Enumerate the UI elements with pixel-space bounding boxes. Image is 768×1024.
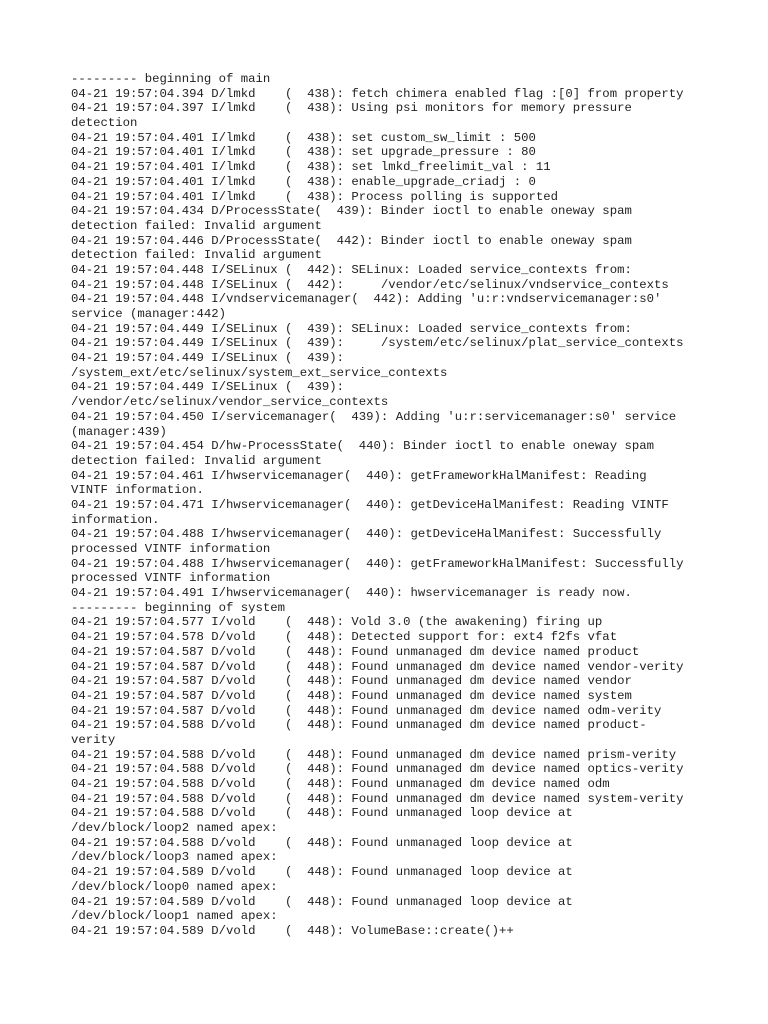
log-line: 04-21 19:57:04.401 I/lmkd ( 438): set custom_sw_limit : 500 [71,130,536,145]
log-line: 04-21 19:57:04.454 D/hw-ProcessState( 440): Binder ioctl to enable oneway spam [71,439,654,454]
log-line: 04-21 19:57:04.588 D/vold ( 448): Found unmanaged loop device at [71,835,573,850]
log-line: information. [71,512,160,527]
log-line: /vendor/etc/selinux/vendor_service_contexts [71,395,389,410]
log-line: 04-21 19:57:04.401 I/lmkd ( 438): set upgrade_pressure : 80 [71,145,536,160]
log-line: 04-21 19:57:04.448 I/vndservicemanager( 442): Adding 'u:r:vndservicemanager:s0' [71,292,662,307]
log-line: 04-21 19:57:04.397 I/lmkd ( 438): Using psi monitors for memory pressure [71,101,632,116]
log-line: (manager:439) [71,424,167,439]
log-line: service (manager:442) [71,307,226,321]
log-line: 04-21 19:57:04.588 D/vold ( 448): Found unmanaged dm device named prism-verity [71,747,677,762]
log-line: 04-21 19:57:04.448 I/SELinux ( 442): /vendor/etc/selinux/vndservice_contexts [71,277,669,292]
log-line: 04-21 19:57:04.587 D/vold ( 448): Found unmanaged dm device named product [71,644,640,659]
log-line: detection [71,116,138,131]
log-line: VINTF information. [71,483,204,498]
log-line: 04-21 19:57:04.587 D/vold ( 448): Found unmanaged dm device named system [71,688,632,703]
log-line: /dev/block/loop3 named apex: [71,850,278,865]
log-line: 04-21 19:57:04.446 D/ProcessState( 442): Binder ioctl to enable oneway spam [71,233,632,248]
log-line: verity [71,732,116,747]
log-line: 04-21 19:57:04.588 D/vold ( 448): Found unmanaged dm device named odm [71,777,610,791]
log-line: --------- beginning of system [71,600,286,615]
log-line: detection failed: Invalid argument [71,248,322,263]
log-line: /system_ext/etc/selinux/system_ext_service_contexts [71,365,448,380]
log-line: 04-21 19:57:04.588 D/vold ( 448): Found unmanaged dm device named optics-verity [71,762,684,777]
log-line: 04-21 19:57:04.587 D/vold ( 448): Found unmanaged dm device named vendor-verity [71,659,684,674]
log-line: 04-21 19:57:04.588 D/vold ( 448): Found unmanaged dm device named system-verity [71,791,684,806]
log-line: /dev/block/loop2 named apex: [71,821,278,836]
log-line: detection failed: Invalid argument [71,453,322,468]
log-line: 04-21 19:57:04.578 D/vold ( 448): Detected support for: ext4 f2fs vfat [71,630,618,645]
log-line: 04-21 19:57:04.401 I/lmkd ( 438): enable_upgrade_criadj : 0 [71,174,536,189]
log-line: 04-21 19:57:04.488 I/hwservicemanager( 440): getDeviceHalManifest: Successfully [71,527,662,542]
log-line: /dev/block/loop1 named apex: [71,909,278,924]
log-line: 04-21 19:57:04.448 I/SELinux ( 442): SELinux: Loaded service_contexts from: [71,262,632,277]
log-line: /dev/block/loop0 named apex: [71,879,278,894]
log-line: processed VINTF information [71,542,271,556]
log-line: 04-21 19:57:04.588 D/vold ( 448): Found unmanaged dm device named product- [71,718,647,733]
log-line: 04-21 19:57:04.401 I/lmkd ( 438): set lmkd_freelimit_val : 11 [71,160,551,175]
log-line: 04-21 19:57:04.461 I/hwservicemanager( 440): getFrameworkHalManifest: Reading [71,468,647,483]
log-line: 04-21 19:57:04.587 D/vold ( 448): Found unmanaged dm device named odm-verity [71,703,662,718]
log-line: 04-21 19:57:04.449 I/SELinux ( 439): /system/etc/selinux/plat_service_contexts [71,336,684,351]
log-line: --------- beginning of main [71,72,271,86]
log-line: 04-21 19:57:04.589 D/vold ( 448): Found unmanaged loop device at [71,865,573,880]
log-line: 04-21 19:57:04.449 I/SELinux ( 439): [71,380,345,395]
log-line: 04-21 19:57:04.488 I/hwservicemanager( 440): getFrameworkHalManifest: Successfully [71,556,684,571]
log-line: 04-21 19:57:04.577 I/vold ( 448): Vold 3.0 (the awakening) firing up [71,615,603,630]
log-output [71,72,711,939]
log-line: 04-21 19:57:04.450 I/servicemanager( 439): Adding 'u:r:servicemanager:s0' service [71,409,677,424]
log-line: 04-21 19:57:04.587 D/vold ( 448): Found unmanaged dm device named vendor [71,674,632,689]
log-line: 04-21 19:57:04.434 D/ProcessState( 439): Binder ioctl to enable oneway spam [71,204,632,219]
log-line: 04-21 19:57:04.491 I/hwservicemanager( 440): hwservicemanager is ready now. [71,586,632,601]
log-line: 04-21 19:57:04.588 D/vold ( 448): Found unmanaged loop device at [71,806,573,821]
log-line: 04-21 19:57:04.589 D/vold ( 448): VolumeBase::create()++ [71,923,514,938]
log-line: detection failed: Invalid argument [71,218,322,233]
log-line: 04-21 19:57:04.449 I/SELinux ( 439): SELinux: Loaded service_contexts from: [71,321,632,336]
log-line: 04-21 19:57:04.589 D/vold ( 448): Found unmanaged loop device at [71,894,573,909]
log-line: 04-21 19:57:04.449 I/SELinux ( 439): [71,351,345,366]
log-line: 04-21 19:57:04.471 I/hwservicemanager( 440): getDeviceHalManifest: Reading VINTF [71,497,669,512]
log-line: processed VINTF information [71,571,271,586]
log-line: 04-21 19:57:04.394 D/lmkd ( 438): fetch chimera enabled flag :[0] from property [71,86,684,101]
log-line: 04-21 19:57:04.401 I/lmkd ( 438): Process polling is supported [71,189,559,204]
